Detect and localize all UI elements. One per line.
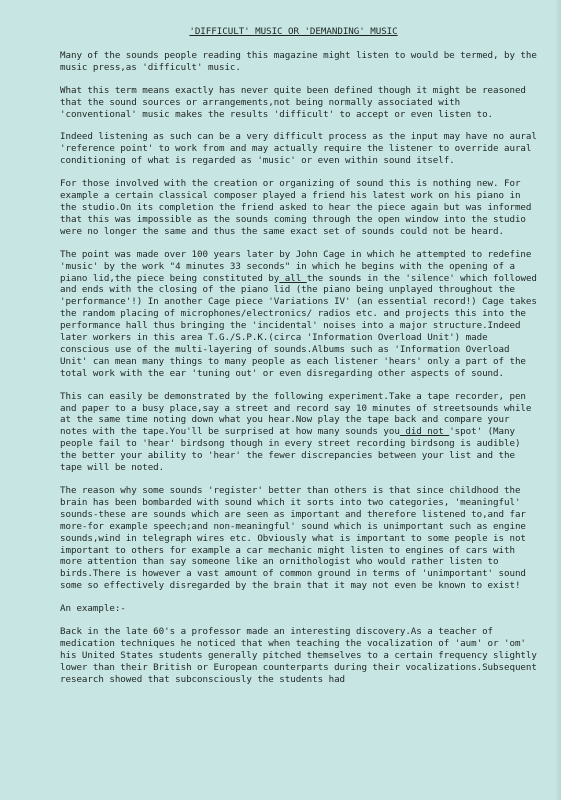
paragraph-4: For those involved with the creation or organizing of sound this is nothing new. For example a certain classical composer played a friend his latest work on his piano in the studio.On its completion the friend asked to hear the piece again but was informed that this was impossible as the sounds coming through the open window into the studio were no longer the same and thus the same exact set of sounds could not be heard.: [60, 178, 532, 237]
paragraph-1: Many of the sounds people reading this magazine might listen to would be termed, by the music press,as 'difficult' music.: [60, 49, 537, 73]
paragraph-7: The reason why some sounds 'register' better than others is that since childhood the brain has been bombarded with sound which it sorts into two categories, 'meaningful' sounds-these are sounds which are seen as important and therefore listened to,and far more-for example speech;and non-meaningful' sound which is unimportant such as engine sounds,wind in telegraph wires etc. Obviously what is important to some people is not important to others for example a car mechanic might listen to engines of cars with more attention than say someone like an ornithologist who would rather listen to birds.There is however a vast amount of common ground in terms of 'unimportant' sound some so effectively disregarded by the brain that it may not even be known to exist!: [60, 485, 526, 592]
paragraph-2: What this term means exactly has never quite been defined though it might be reasoned that the sound sources or arrangements,not being normally associated with 'conventional' music makes the results 'difficult' to accept or even listen to.: [60, 84, 526, 120]
paragraph-9: Back in the late 60's a professor made an interesting discovery.As a teacher of medication techniques he noticed that when teaching the vocalization of 'aum' or 'om' his United States students generally pitched themselves to a certain frequency slightly lower than their British or European counterparts during their vocalizations.Subsequent research showed that subconsciously the students had: [60, 626, 537, 685]
page-edge-shadow: [555, 0, 561, 800]
underlined-all: all: [279, 272, 307, 284]
underlined-did-not: did not: [399, 426, 450, 438]
paragraph-example-heading: An example:-: [60, 603, 126, 615]
document-title: 'DIFFICULT' MUSIC OR 'DEMANDING' MUSIC: [189, 26, 398, 37]
paragraph-3: Indeed listening as such can be a very difficult process as the input may have no aural 'reference point' to work from and may actually require the listener to override aural conditioning of what is regarded as 'music' or even within sound itself.: [60, 131, 537, 167]
paragraph-5: The point was made over 100 years later by John Cage in which he attempted to redefine 'music' by the work "4 minutes 33 seconds" in which he begins with the opening of a piano lid,the piece being constituted by all the sounds in the 'silence' which followed and ends with the closing of the piano lid (the piano being unplayed throughout the 'performance'!) In another Cage piece 'Variations IV' (an essential record!) Cage takes the random placing of microphones/electronics/ radios etc. and projects this into the performance hall thus bringing the 'incidental' noises into a major structure.Indeed later workers in this area T.G./S.P.K.(circa 'Information Overload Unit') made conscious use of the multi-layering of sounds.Albums such as 'Information Overload Unit' can mean many things to many people as each listener 'hears' only a part of the total work with the ear 'tuning out' or even disregarding other aspects of sound.: [60, 248, 537, 379]
paragraph-6: This can easily be demonstrated by the following experiment.Take a tape recorder, pen and paper to a busy place,say a street and record say 10 minutes of streetsounds while at the same time noting down what you hear.Now play the tape back and compare your notes with the tape.You'll be surprised at how many sounds you did not 'spot' (Many people fail to 'hear' birdsong though in every street recording birdsong is audible) the better your ability to 'hear' the fewer discrepancies between your list and the tape will be noted.: [60, 390, 532, 474]
